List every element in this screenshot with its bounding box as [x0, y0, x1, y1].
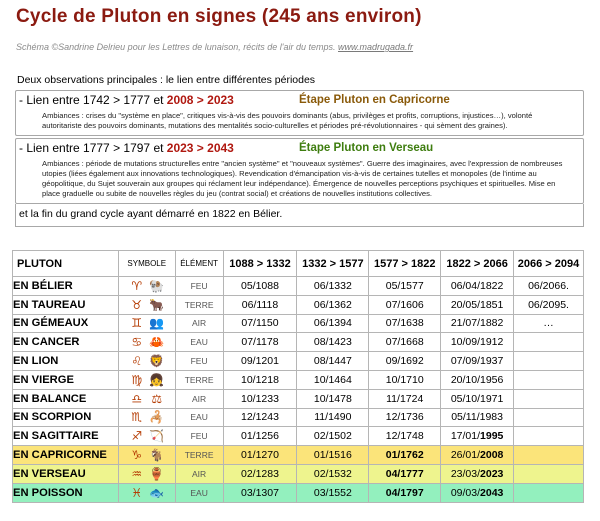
goat-icon: 🐐 — [149, 448, 165, 463]
date-value: 20/10/1956 — [450, 373, 504, 386]
table-row — [13, 464, 584, 483]
date-cell — [441, 427, 514, 446]
header-period-4: 1822 > 2066 — [441, 251, 514, 277]
date-value: 20/05/1851 — [450, 298, 504, 311]
zodiac-glyph-icon: ♈ — [131, 278, 143, 293]
header-element: ÉLÉMENT — [175, 251, 223, 277]
date-cell — [514, 427, 584, 446]
twins-icon: 👥 — [149, 316, 165, 331]
table-row — [13, 352, 584, 371]
date-cell: 06/1362 — [297, 295, 369, 314]
date-cell: 01/1256 — [223, 427, 297, 446]
date-cell — [441, 333, 514, 352]
element-cell: TERRE — [175, 295, 223, 314]
date-cell: 02/1502 — [297, 427, 369, 446]
observation-header — [16, 91, 583, 109]
date-cell — [369, 446, 441, 465]
sign-symbol — [118, 464, 175, 483]
date-cell — [369, 483, 441, 502]
observation-highlight: 2023 > 2043 — [166, 141, 234, 155]
date-cell: 06/2095. — [514, 295, 584, 314]
date-value: 11/1724 — [386, 392, 424, 405]
date-cell — [369, 314, 441, 333]
header-period-3: 1577 > 1822 — [369, 251, 441, 277]
date-cell: 07/1178 — [223, 333, 297, 352]
date-cell: 08/1447 — [297, 352, 369, 371]
date-value: 10/1710 — [385, 373, 424, 386]
table-row — [13, 427, 584, 446]
date-value: 07/09/1937 — [450, 355, 504, 368]
date-cell: 10/1478 — [297, 389, 369, 408]
element-cell: FEU — [175, 427, 223, 446]
date-cell — [369, 389, 441, 408]
credit-link[interactable]: www.madrugada.fr — [338, 42, 414, 52]
etape-label: Étape Pluton en Capricorne — [299, 94, 450, 106]
sign-symbol — [118, 295, 175, 314]
sign-symbol — [118, 314, 175, 333]
date-cell: 11/1490 — [297, 408, 369, 427]
table-row — [13, 277, 584, 296]
date-year-bold: 1995 — [480, 430, 504, 443]
sign-symbol — [118, 370, 175, 389]
lion-icon: 🦁 — [149, 354, 165, 369]
table-row — [13, 370, 584, 389]
date-cell: 06/1118 — [223, 295, 297, 314]
fish-icon: 🐟 — [149, 485, 165, 500]
sign-symbol — [118, 427, 175, 446]
virgin-icon: 👧 — [149, 372, 165, 387]
element-cell: TERRE — [175, 446, 223, 465]
intro-text: Deux observations principales : le lien entre différentes périodes — [17, 74, 316, 86]
date-cell — [514, 408, 584, 427]
element-cell: AIR — [175, 314, 223, 333]
date-cell — [514, 333, 584, 352]
observation-highlight: 2008 > 2023 — [166, 93, 234, 107]
date-value: 06/04/1822 — [450, 279, 504, 292]
scales-icon: ⚖ — [151, 391, 163, 406]
sign-symbol — [118, 389, 175, 408]
date-value: 17/01/ — [450, 430, 481, 443]
table-header-row — [13, 251, 584, 277]
zodiac-glyph-icon: ♑ — [131, 448, 143, 463]
zodiac-glyph-icon: ♉ — [131, 297, 143, 312]
sign-symbol — [118, 408, 175, 427]
sign-name: EN GÉMEAUX — [13, 314, 119, 333]
table-row — [13, 446, 584, 465]
date-cell — [441, 277, 514, 296]
table-row — [13, 314, 584, 333]
sign-name: EN CAPRICORNE — [13, 446, 119, 465]
date-value: 05/1577 — [385, 279, 424, 292]
date-cell: 03/1307 — [223, 483, 297, 502]
date-year-bold: 2023 — [480, 467, 504, 480]
date-cell — [514, 389, 584, 408]
date-cell — [441, 295, 514, 314]
date-value: 09/03/ — [450, 486, 481, 499]
date-cell: 02/1532 — [297, 464, 369, 483]
date-cell — [369, 464, 441, 483]
scorpion-icon: 🦂 — [149, 410, 165, 425]
sign-name: EN POISSON — [13, 483, 119, 502]
date-cell — [441, 389, 514, 408]
date-cell — [441, 464, 514, 483]
credit-text: Schéma ©Sandrine Delrieu pour les Lettres de lunaison, récits de l'air du temps. — [16, 42, 339, 52]
observation-lead — [19, 93, 234, 107]
observation-lead-text: - Lien entre 1777 > 1797 et — [19, 141, 167, 155]
sign-name: EN CANCER — [13, 333, 119, 352]
observation-box — [15, 90, 584, 136]
sign-name: EN BÉLIER — [13, 277, 119, 296]
zodiac-glyph-icon: ♍ — [131, 372, 143, 387]
date-cell — [369, 295, 441, 314]
date-cell — [441, 370, 514, 389]
header-symbole: SYMBOLE — [118, 251, 175, 277]
zodiac-glyph-icon: ♊ — [131, 316, 143, 331]
date-value: 07/1668 — [385, 336, 424, 349]
date-cell: 08/1423 — [297, 333, 369, 352]
date-value: 05/10/1971 — [450, 392, 504, 405]
date-cell — [369, 333, 441, 352]
date-cell: … — [514, 314, 584, 333]
archer-icon: 🏹 — [149, 429, 165, 444]
table-row — [13, 389, 584, 408]
pluto-table — [12, 250, 584, 503]
sign-symbol — [118, 352, 175, 371]
date-cell — [514, 446, 584, 465]
observation-description: Ambiances : crises du "système en place", critiques vis-à-vis des pouvoirs dominants (abus, privilèges et profits, corruptions, injustices…), volonté autoritariste des pouvoirs dominants, mutations des mentalités socio-culturelles et périodes pré-révolutionnaires - qui sèment des graines). — [42, 111, 533, 130]
sign-name: EN SAGITTAIRE — [13, 427, 119, 446]
date-value: 05/11/1983 — [451, 411, 503, 424]
date-value: 12/1736 — [385, 411, 424, 424]
header-period-1: 1088 > 1332 — [223, 251, 297, 277]
table-row — [13, 333, 584, 352]
date-cell: 07/1150 — [223, 314, 297, 333]
date-cell — [441, 408, 514, 427]
date-cell: 05/1088 — [223, 277, 297, 296]
sign-symbol — [118, 446, 175, 465]
observation-lead-text: - Lien entre 1742 > 1777 et — [19, 93, 167, 107]
observation-lead — [19, 141, 234, 155]
zodiac-glyph-icon: ♐ — [131, 429, 143, 444]
bull-icon: 🐂 — [149, 297, 165, 312]
observation-box — [15, 138, 584, 204]
date-cell — [369, 277, 441, 296]
observation-header — [16, 139, 583, 157]
date-value: 09/1692 — [385, 355, 424, 368]
sign-symbol — [118, 483, 175, 502]
date-cell — [441, 483, 514, 502]
sign-name: EN LION — [13, 352, 119, 371]
etape-label: Étape Pluton en Verseau — [299, 142, 434, 154]
element-cell: EAU — [175, 408, 223, 427]
date-cell: 10/1464 — [297, 370, 369, 389]
zodiac-glyph-icon: ♌ — [131, 354, 143, 369]
date-value: 21/07/1882 — [450, 317, 504, 330]
date-cell: 10/1218 — [223, 370, 297, 389]
crab-icon: 🦀 — [149, 335, 165, 350]
header-period-2: 1332 > 1577 — [297, 251, 369, 277]
table-row — [13, 408, 584, 427]
zodiac-glyph-icon: ♎ — [131, 391, 143, 406]
date-cell — [514, 370, 584, 389]
sign-symbol — [118, 277, 175, 296]
water-bearer-icon: 🏺 — [149, 466, 165, 481]
element-cell: EAU — [175, 483, 223, 502]
sign-name: EN TAUREAU — [13, 295, 119, 314]
zodiac-glyph-icon: ♒ — [131, 466, 143, 481]
element-cell: FEU — [175, 277, 223, 296]
date-cell — [514, 464, 584, 483]
element-cell: TERRE — [175, 370, 223, 389]
ram-icon: 🐏 — [149, 278, 165, 293]
observation-description: Ambiances : période de mutations structurelles entre "ancien système" et "nouveaux systèmes". Guerre des imaginaires, avec l'expression de nombreuses utopies (liées également aux innovations technologiques). Revendication d'émancipation vis-à-vis de certaines tutelles et monopoles (de l'intime au géopolitique, du Sujet souverain aux groupes qui réclament leur indépendance). Émergence de nouvelles perceptions psychiques et spirituelles. Mise en place graduelle ou subite de nouvelles règles du jeu (contrat social) et créations de nouvelles institutions collectives. — [42, 159, 563, 198]
date-cell: 03/1552 — [297, 483, 369, 502]
date-value: 04/1777 — [385, 467, 424, 480]
date-cell — [514, 483, 584, 502]
date-cell: 12/1243 — [223, 408, 297, 427]
element-cell: AIR — [175, 464, 223, 483]
date-cell — [441, 352, 514, 371]
date-cell — [369, 370, 441, 389]
date-cell — [369, 427, 441, 446]
cycle-end-note: et la fin du grand cycle ayant démarré en 1822 en Bélier. — [15, 204, 584, 227]
zodiac-glyph-icon: ♓ — [131, 485, 143, 500]
date-cell — [369, 408, 441, 427]
date-cell: 06/2066. — [514, 277, 584, 296]
date-cell: 01/1270 — [223, 446, 297, 465]
date-cell: 10/1233 — [223, 389, 297, 408]
header-pluton: PLUTON — [13, 251, 119, 277]
date-value: 07/1638 — [385, 317, 424, 330]
element-cell: AIR — [175, 389, 223, 408]
zodiac-glyph-icon: ♏ — [131, 410, 143, 425]
sign-name: EN VERSEAU — [13, 464, 119, 483]
date-cell: 09/1201 — [223, 352, 297, 371]
date-cell — [441, 446, 514, 465]
date-year-bold: 2043 — [480, 486, 504, 499]
sign-symbol — [118, 333, 175, 352]
table-row — [13, 295, 584, 314]
element-cell: EAU — [175, 333, 223, 352]
element-cell: FEU — [175, 352, 223, 371]
credit-line — [16, 42, 413, 52]
date-value: 01/1762 — [385, 449, 424, 462]
date-value: 07/1606 — [385, 298, 424, 311]
date-value: 12/1748 — [385, 430, 424, 443]
table-row — [13, 483, 584, 502]
date-cell: 01/1516 — [297, 446, 369, 465]
sign-name: EN VIERGE — [13, 370, 119, 389]
date-cell: 06/1332 — [297, 277, 369, 296]
date-cell — [369, 352, 441, 371]
date-cell: 02/1283 — [223, 464, 297, 483]
date-value: 26/01/ — [450, 449, 481, 462]
sign-name: EN SCORPION — [13, 408, 119, 427]
date-cell — [441, 314, 514, 333]
date-year-bold: 2008 — [480, 449, 504, 462]
page-title: Cycle de Pluton en signes (245 ans environ) — [16, 6, 422, 27]
zodiac-glyph-icon: ♋ — [131, 335, 143, 350]
date-cell: 06/1394 — [297, 314, 369, 333]
date-value: 04/1797 — [385, 486, 424, 499]
date-value: 23/03/ — [450, 467, 481, 480]
date-value: 10/09/1912 — [450, 336, 504, 349]
header-period-5: 2066 > 2094 — [514, 251, 584, 277]
date-cell — [514, 352, 584, 371]
sign-name: EN BALANCE — [13, 389, 119, 408]
